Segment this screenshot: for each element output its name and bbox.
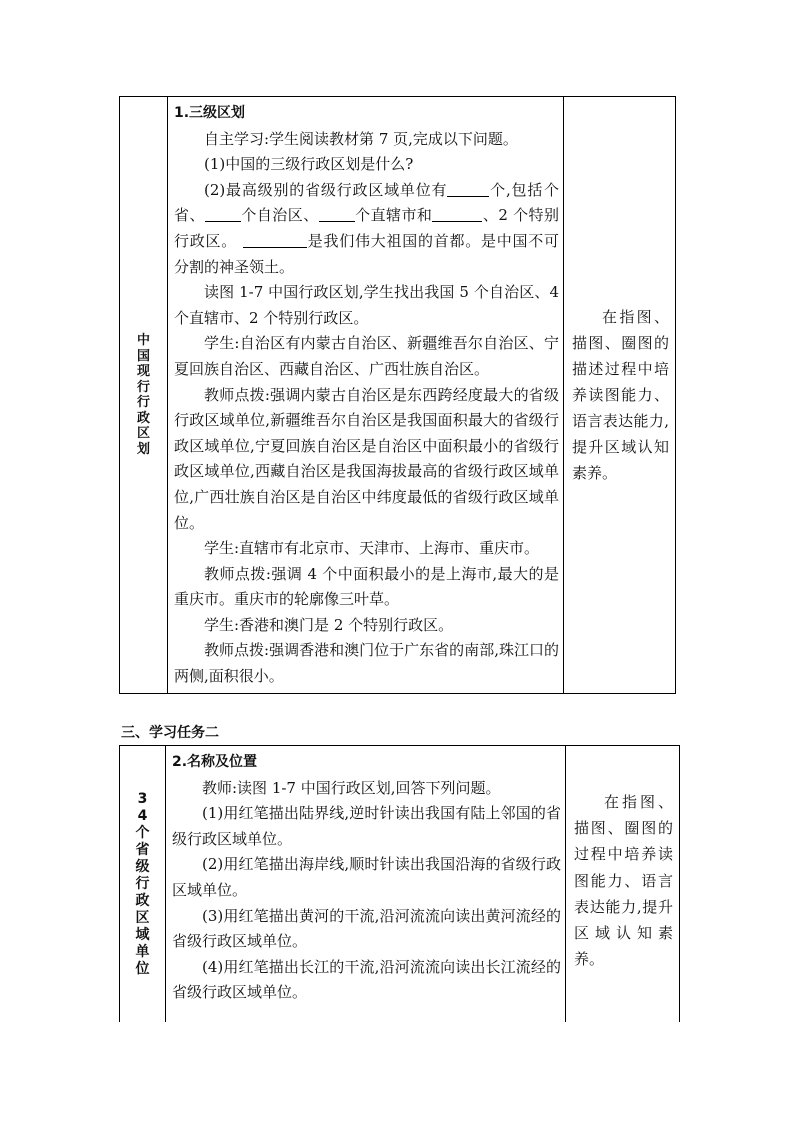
paragraph: 学生:香港和澳门是 2 个特别行政区。 <box>204 615 454 634</box>
question-text: 个省、 <box>174 180 559 225</box>
answer-blank[interactable] <box>205 205 241 222</box>
paragraph: 学生:直辖市有北京市、天津市、上海市、重庆市。 <box>204 539 540 558</box>
paragraph: 教师点拨:强调香港和澳门位于广东省的南部,珠江口的两侧,面积很小。 <box>174 641 559 686</box>
paragraph: 教师:读图 1-7 中国行政区划,回答下列问题。 <box>202 778 501 797</box>
lesson-table-2 <box>119 745 680 1022</box>
question-text: 个直辖市和 <box>354 206 433 225</box>
answer-blank[interactable] <box>447 180 489 197</box>
paragraph: 教师点拨:强调内蒙古自治区是东西跨经度最大的省级行政区域单位,新疆维吾尔自治区是我国面积最大的省级行政区域单位,宁夏回族自治区是自治区中面积最小的省级行政区域单位,西藏自治区是我国海拔最高的省级行政区域单位,广西壮族自治区是自治区中纬度最低的省级行政区域单位。 <box>174 385 559 532</box>
question: (2)用红笔描出海岸线,顺时针读出我国沿海的省级行政区域单位。 <box>172 855 561 899</box>
side-label: 中国现行行政区划 <box>136 333 150 457</box>
design-intent-text: 在指图、描图、圈图的过程中培养读图能力、语言表达能力,提升区域认知素养。 <box>574 793 673 969</box>
side-label-cell <box>120 97 168 694</box>
side-label-cell <box>120 746 166 1023</box>
side-label: 34个省级行政区域单位 <box>135 790 150 977</box>
section-title: 1.三级区划 <box>174 105 246 121</box>
paragraph: 读图 1-7 中国行政区划,学生找出我国 5 个自治区、4 个直辖市、2 个特别行政区。 <box>174 283 559 327</box>
question-text: 是我们伟大祖国的首都。是中国不可分割的神圣领土。 <box>174 231 559 276</box>
answer-blank[interactable] <box>432 205 482 222</box>
paragraph: 学生:自治区有内蒙古自治区、新疆维吾尔自治区、宁夏回族自治区、西藏自治区、广西壮族自治区。 <box>174 334 559 378</box>
table-row <box>120 746 680 1023</box>
table-row <box>120 97 676 694</box>
design-intent-cell <box>564 97 676 694</box>
question-text: 、 <box>482 206 499 225</box>
section-heading: 三、学习任务二 <box>121 725 219 741</box>
content-cell <box>166 746 566 1023</box>
question: (3)用红笔描出黄河的干流,沿河流流向读出黄河流经的省级行政区域单位。 <box>172 906 561 951</box>
section-title: 2.名称及位置 <box>172 754 258 770</box>
question-text: 2 个特别行政区。 <box>174 206 559 250</box>
question: (1)中国的三级行政区划是什么? <box>204 155 414 174</box>
question-text: (2)最高级别的省级行政区域单位有 <box>204 180 448 199</box>
paragraph: 自主学习:学生阅读教材第 7 页,完成以下问题。 <box>204 129 518 148</box>
design-intent-cell <box>566 746 680 1023</box>
content-cell <box>168 97 564 694</box>
question-text: 个自治区、 <box>240 206 319 225</box>
fill-in-question <box>174 178 559 280</box>
design-intent-text: 在指图、描图、圈图的描述过程中培养读图能力、语言表达能力,提升区域认知素养。 <box>572 308 669 482</box>
answer-blank[interactable] <box>319 205 355 222</box>
lesson-table-1 <box>119 96 676 694</box>
question: (1)用红笔描出陆界线,逆时针读出我国有陆上邻国的省级行政区域单位。 <box>172 804 561 848</box>
paragraph: 教师点拨:强调 4 个中面积最小的是上海市,最大的是重庆市。重庆市的轮廓像三叶草。 <box>174 564 559 609</box>
question: (4)用红笔描出长江的干流,沿河流流向读出长江流经的省级行政区域单位。 <box>172 957 561 1002</box>
question-text: 个,包括 <box>489 180 544 199</box>
answer-blank[interactable] <box>243 231 307 248</box>
